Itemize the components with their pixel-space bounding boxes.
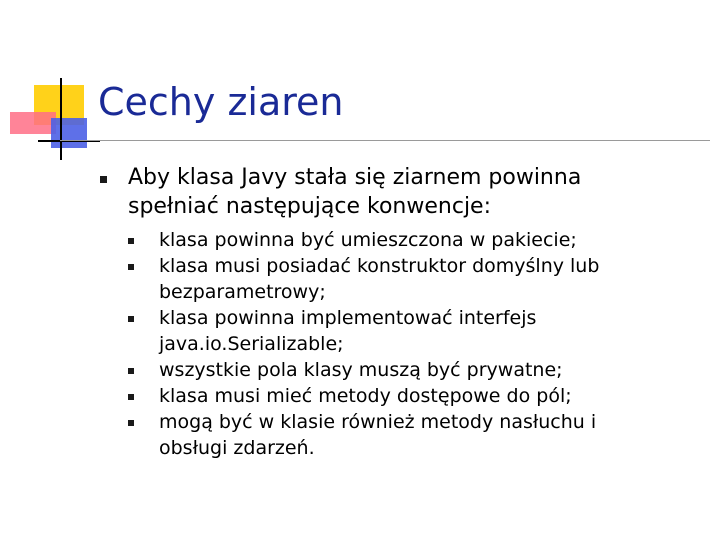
square-bullet-icon xyxy=(128,316,134,322)
list-item xyxy=(128,253,698,305)
slide-content xyxy=(98,163,698,461)
square-bullet-icon xyxy=(100,176,107,183)
convention-text: mogą być w klasie również metody nasłuchu i obsługi zdarzeń. xyxy=(159,411,597,459)
square-bullet-icon xyxy=(128,264,134,270)
convention-text: klasa powinna być umieszczona w pakiecie; xyxy=(159,229,577,251)
logo-pink-square xyxy=(10,112,56,134)
list-item xyxy=(128,305,698,357)
corner-logo xyxy=(0,0,100,170)
square-bullet-icon xyxy=(128,368,134,374)
slide-title: Cechy ziaren xyxy=(98,80,344,124)
convention-text: klasa powinna implementować interfejs java.io.Serializable; xyxy=(159,307,537,355)
convention-text: wszystkie pola klasy muszą być prywatne; xyxy=(159,359,563,381)
square-bullet-icon xyxy=(128,394,134,400)
logo-blue-square xyxy=(51,118,87,148)
list-item xyxy=(128,227,698,253)
logo-vertical-line xyxy=(60,78,62,160)
conventions-list xyxy=(128,227,698,461)
main-bullet-item xyxy=(98,163,698,221)
main-bullet-text: Aby klasa Javy stała się ziarnem powinna spełniać następujące konwencje: xyxy=(128,165,582,219)
convention-text: klasa musi posiadać konstruktor domyślny lub bezparametrowy; xyxy=(159,255,600,303)
list-item xyxy=(128,383,698,409)
convention-text: klasa musi mieć metody dostępowe do pól; xyxy=(159,385,572,407)
square-bullet-icon xyxy=(128,238,134,244)
list-item xyxy=(128,357,698,383)
list-item xyxy=(128,409,698,461)
square-bullet-icon xyxy=(128,420,134,426)
title-divider xyxy=(60,140,710,141)
